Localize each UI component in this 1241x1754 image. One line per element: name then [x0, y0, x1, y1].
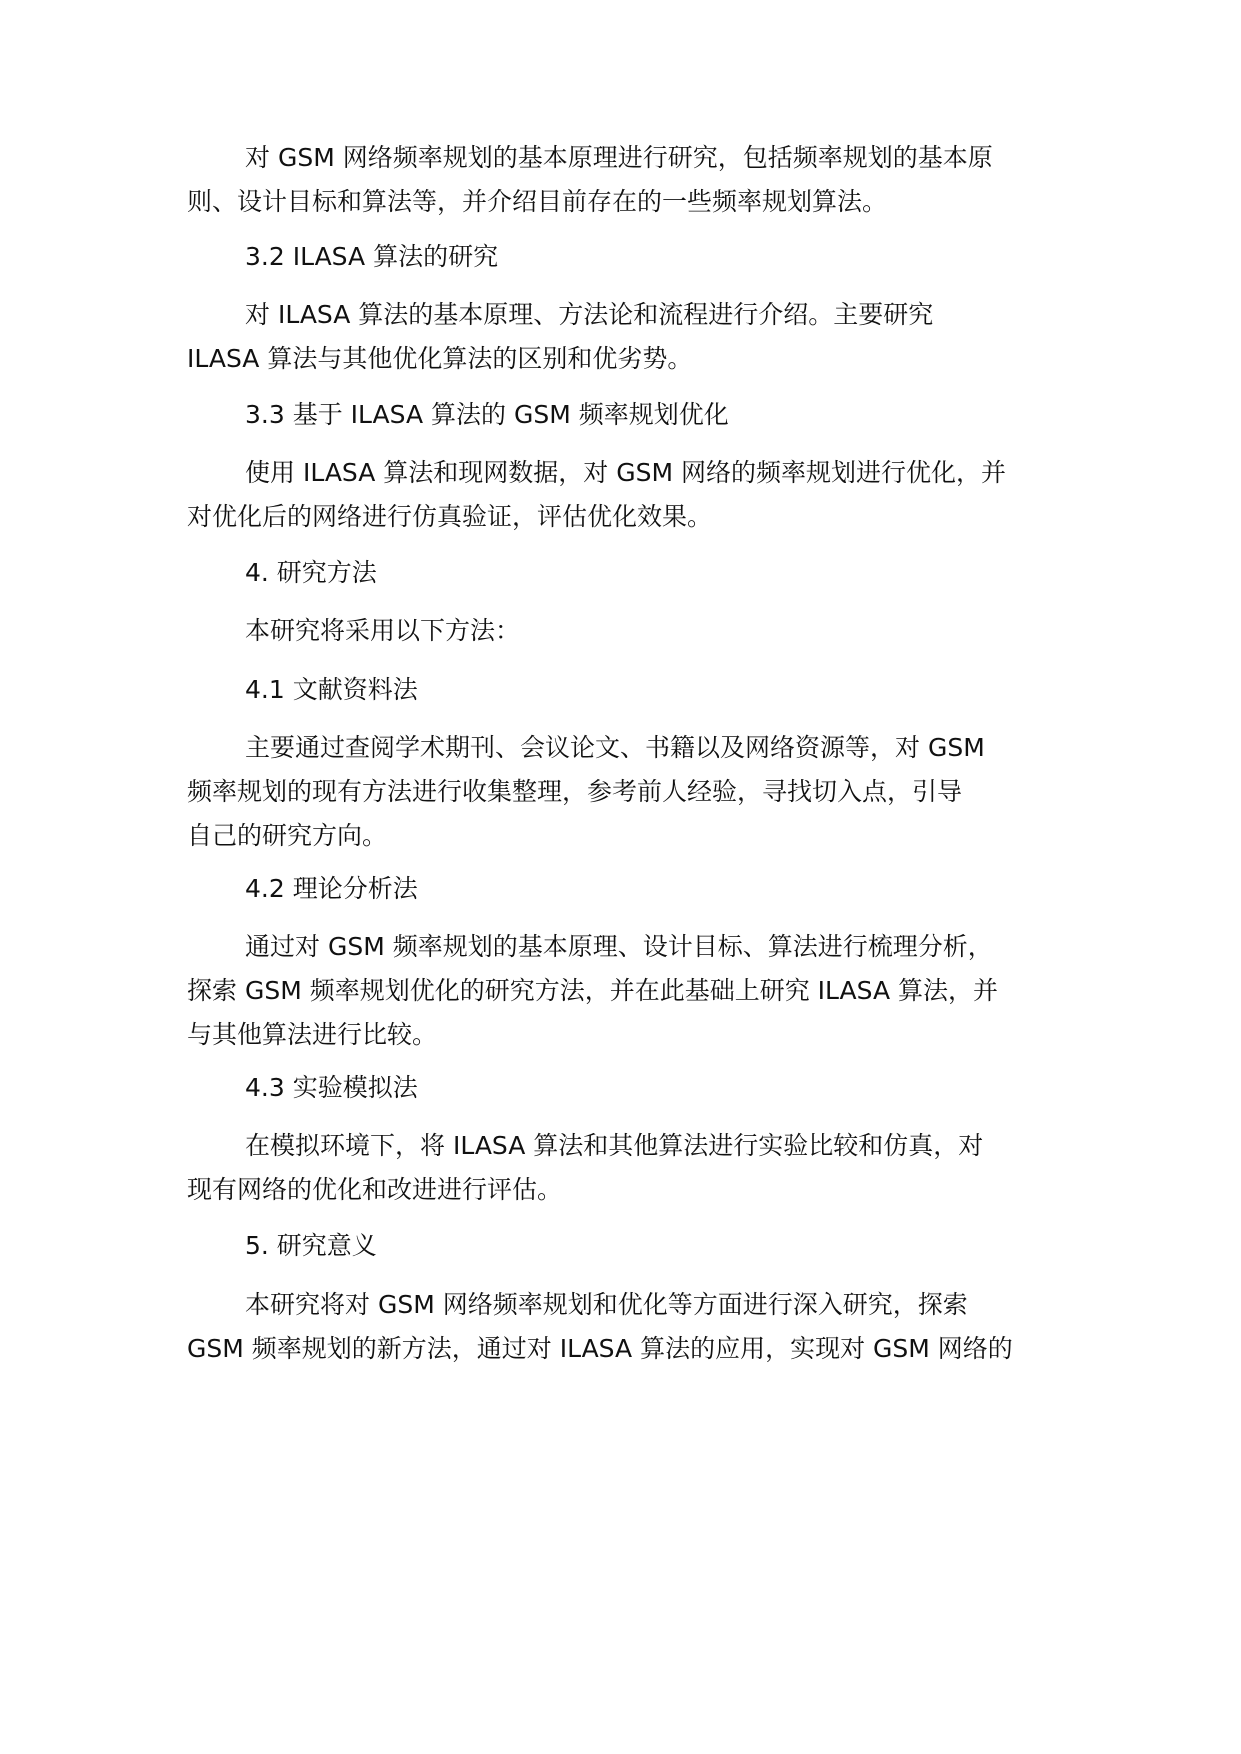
section-heading-4-2: 4.2 理论分析法	[245, 874, 418, 903]
paragraph-line: 对优化后的网络进行仿真验证，评估优化效果。	[187, 502, 713, 531]
paragraph-literature-method	[187, 726, 1057, 858]
paragraph-research-significance	[187, 1283, 1057, 1371]
paragraph-frequency-planning-principles	[187, 136, 1057, 224]
paragraph-line: 自己的研究方向。	[187, 821, 388, 850]
paragraph-ilasa-intro	[187, 293, 1057, 381]
section-heading-4: 4. 研究方法	[245, 558, 377, 587]
paragraph-line: 在模拟环境下，将 ILASA 算法和其他算法进行实验比较和仿真，对	[245, 1131, 984, 1160]
paragraph-line: 通过对 GSM 频率规划的基本原理、设计目标、算法进行梳理分析，	[245, 932, 993, 961]
paragraph-line: 本研究将对 GSM 网络频率规划和优化等方面进行深入研究，探索	[245, 1290, 968, 1319]
paragraph-methods-intro: 本研究将采用以下方法：	[245, 616, 521, 645]
paragraph-line: 主要通过查阅学术期刊、会议论文、书籍以及网络资源等，对 GSM	[245, 733, 985, 762]
paragraph-line: GSM 频率规划的新方法，通过对 ILASA 算法的应用，实现对 GSM 网络的	[187, 1334, 1013, 1363]
section-heading-3-3: 3.3 基于 ILASA 算法的 GSM 频率规划优化	[245, 400, 729, 429]
section-heading-4-1: 4.1 文献资料法	[245, 675, 418, 704]
paragraph-line: 现有网络的优化和改进进行评估。	[187, 1175, 563, 1204]
section-heading-5: 5. 研究意义	[245, 1231, 377, 1260]
paragraph-line: 对 GSM 网络频率规划的基本原理进行研究，包括频率规划的基本原	[245, 143, 993, 172]
section-heading-3-2: 3.2 ILASA 算法的研究	[245, 242, 499, 271]
paragraph-line: 频率规划的现有方法进行收集整理，参考前人经验，寻找切入点，引导	[187, 777, 963, 806]
paragraph-line: 与其他算法进行比较。	[187, 1020, 438, 1049]
paragraph-theory-method	[187, 925, 1057, 1057]
paragraph-simulation-method	[187, 1124, 1057, 1212]
paragraph-line: 使用 ILASA 算法和现网数据，对 GSM 网络的频率规划进行优化，并	[245, 458, 1007, 487]
paragraph-ilasa-optimization	[187, 451, 1057, 539]
paragraph-line: ILASA 算法与其他优化算法的区别和优劣势。	[187, 344, 693, 373]
section-heading-4-3: 4.3 实验模拟法	[245, 1073, 418, 1102]
paragraph-line: 对 ILASA 算法的基本原理、方法论和流程进行介绍。主要研究	[245, 300, 934, 329]
paragraph-line: 探索 GSM 频率规划优化的研究方法，并在此基础上研究 ILASA 算法，并	[187, 976, 999, 1005]
paragraph-line: 则、设计目标和算法等，并介绍目前存在的一些频率规划算法。	[187, 187, 888, 216]
